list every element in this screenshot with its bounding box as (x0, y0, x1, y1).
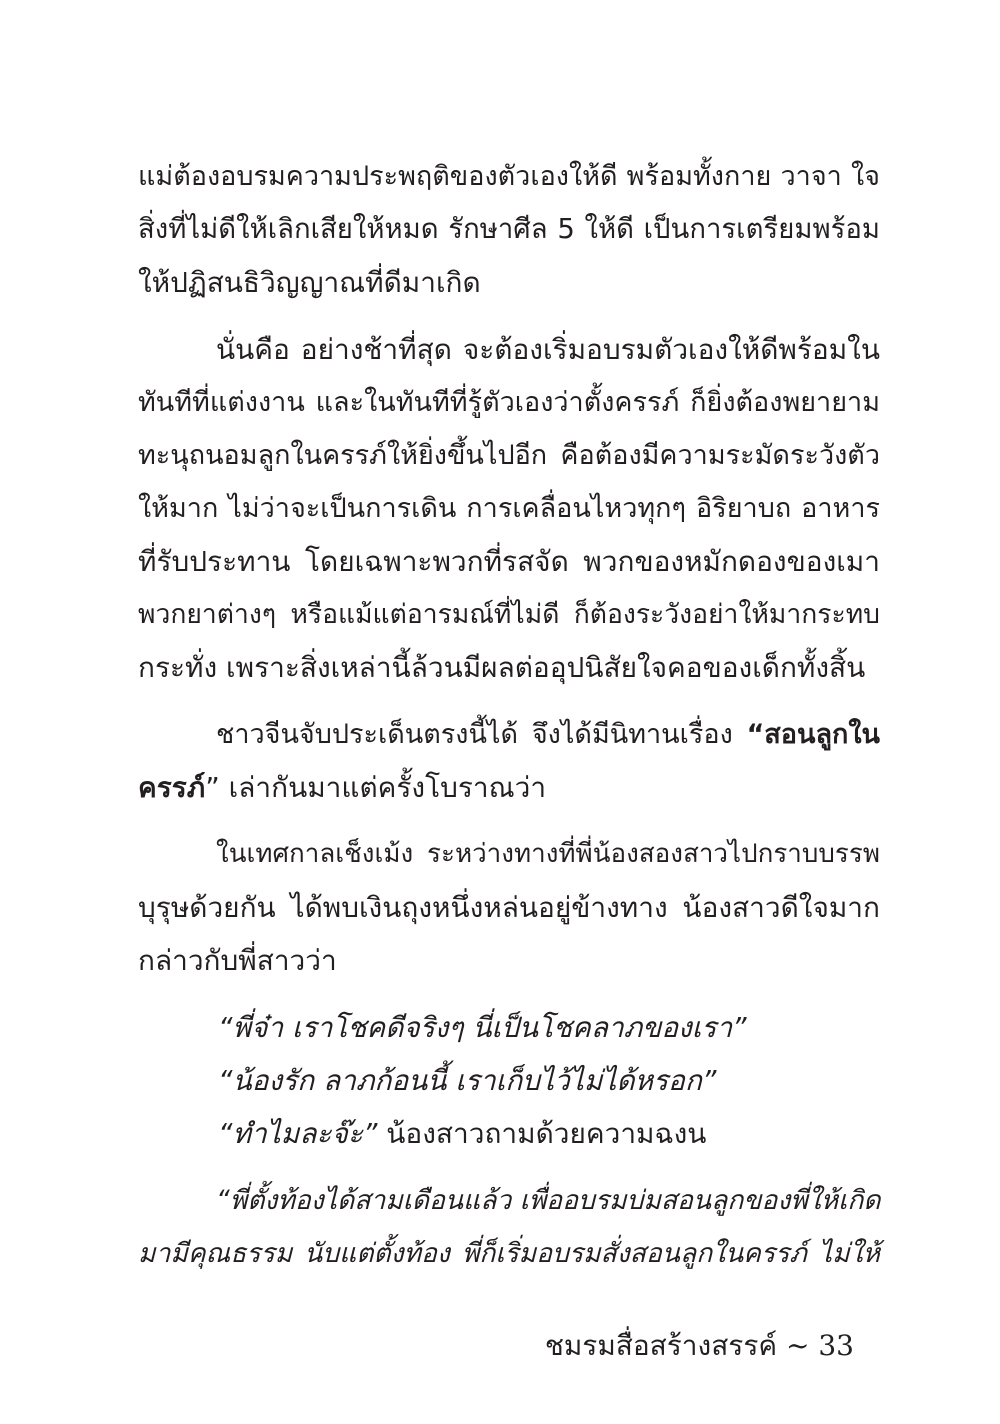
paragraph (138, 150, 880, 309)
text-run: ชาวจีนจับประเด็นตรงนี้ได้ จึงได้มีนิทานเรื่อง (216, 719, 747, 750)
text-line: สิ่งที่ไม่ดีให้เลิกเสียให้หมด รักษาศีล 5 ให้ดี เป็นการเตรียมพร้อม (138, 213, 880, 245)
text-line: บุรุษด้วยกัน ได้พบเงินถุงหนึ่งหล่นอยู่ข้างทาง น้องสาวดีใจมาก (138, 891, 880, 924)
text-line (138, 708, 880, 761)
text-line: พวกยาต่างๆ หรือแม้แต่อารมณ์ที่ไม่ดี ก็ต้องระวังอย่าให้มากระทบ (138, 599, 880, 630)
text-line: นั่นคือ อย่างช้าที่สุด จะต้องเริ่มอบรมตัวเองให้ดีพร้อมใน (216, 333, 880, 366)
paragraph (138, 1174, 880, 1280)
text-line: “พี่ตั้งท้องได้สามเดือนแล้ว เพื่ออบรมบ่มสอนลูกของพี่ให้เกิด (216, 1185, 881, 1216)
paragraph (138, 828, 880, 987)
text-run: ” เล่ากันมาแต่ครั้งโบราณว่า (205, 771, 547, 804)
text-line: ให้มาก ไม่ว่าจะเป็นการเดิน การเคลื่อนไหวทุกๆ อิริยาบถ อาหาร (138, 493, 880, 524)
dialogue-line: “พี่จ๋า เราโชคดีจริงๆ นี่เป็นโชคลาภของเรา” (218, 1011, 747, 1044)
text-line: ที่รับประทาน โดยเฉพาะพวกที่รสจัด พวกของหมักดองของเมา (138, 545, 880, 578)
text-line: ทะนุถนอมลูกในครรภ์ให้ยิ่งขึ้นไปอีก คือต้องมีความระมัดระวังตัว (138, 440, 880, 471)
dialogue-line: “น้องรัก ลาภก้อนนี้ เราเก็บไว้ไม่ได้หรอก” (218, 1064, 717, 1097)
paragraph (138, 708, 880, 814)
dialogue-line (138, 1107, 880, 1160)
text-line (138, 761, 880, 814)
text-line: กระทั่ง เพราะสิ่งเหล่านี้ล้วนมีผลต่ออุปนิสัยใจคอของเด็กทั้งสิ้น (138, 651, 866, 684)
text-run: น้องสาวถามด้วยความฉงน (377, 1117, 707, 1150)
paragraph (138, 323, 880, 694)
text-line: ให้ปฏิสนธิวิญญาณที่ดีมาเกิด (138, 266, 481, 299)
dialogue-block (138, 1001, 880, 1160)
text-line: มามีคุณธรรม นับแต่ตั้งท้อง พี่ก็เริ่มอบรมสั่งสอนลูกในครรภ์ ไม่ให้ (138, 1238, 880, 1269)
text-line: แม่ต้องอบรมความประพฤติของตัวเองให้ดี พร้อมทั้งกาย วาจา ใจ (138, 161, 880, 192)
page-footer: ชมรมสื่อสร้างสรรค์ ~ 33 (544, 1329, 854, 1362)
story-title: “สอนลูกใน (746, 719, 880, 750)
story-title: ครรภ์ (138, 771, 206, 804)
text-run: “ทำไมละจ๊ะ” (218, 1117, 378, 1150)
text-line: ทันทีที่แต่งงาน และในทันทีที่รู้ตัวเองว่าตั้งครรภ์ ก็ยิ่งต้องพยายาม (138, 387, 880, 418)
text-line: กล่าวกับพี่สาวว่า (138, 944, 337, 977)
text-line: ในเทศกาลเช็งเม้ง ระหว่างทางที่พี่น้องสองสาวไปกราบบรรพ (216, 839, 880, 869)
page-body (138, 150, 880, 1280)
